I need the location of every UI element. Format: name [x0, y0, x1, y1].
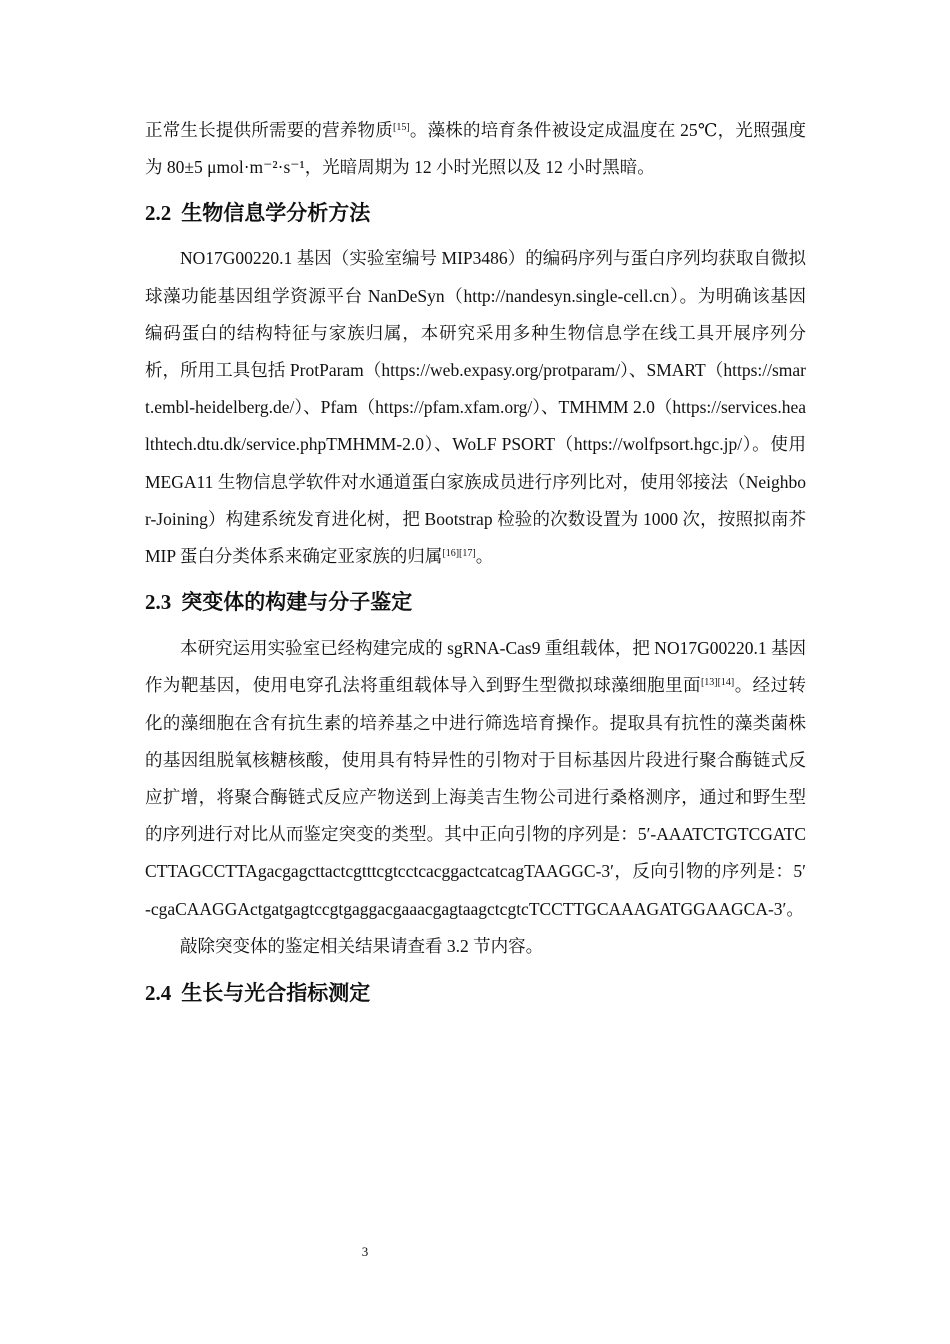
page-content [145, 112, 806, 1008]
text-segment: 正常生长提供所需要的营养物质 [145, 120, 393, 140]
citation-ref: [13][14] [700, 677, 735, 689]
citation-ref: [16][17] [442, 548, 476, 560]
text-segment: 。经过转化的藻细胞在含有抗生素的培养基之中进行筛选培育操作。提取具有抗性的藻类菌株的基因组脱氧核糖核酸，使用具有特异性的引物对于目标基因片段进行聚合酶链式反应扩增，将聚合酶链式反应产物送到上海美吉生物公司进行桑格测序，通过和野生型的序列进行对比从而鉴定突变的类型。其中正向引物的序列是：5′-AAATCTGTCGATCCTTAGCCTTAgacgagcttactcgtttcgtcctcacggactcatcagTAAGGC-3′，反向引物的序列是：5′-cgaCAAGGActgatgagtccgtgaggacgaaacgagtaagctcgtcTCCTTGCAAAGATGGAAGCA-3′。 [145, 675, 806, 919]
section-number: 2.3 [145, 590, 172, 615]
citation-ref: [15] [392, 122, 410, 133]
page-number: 3 [361, 1244, 369, 1259]
section-number: 2.2 [145, 201, 172, 226]
text-segment: 。藻株的培育条件被设定成温度在 25℃，光照强度为 80±5 μmol·m⁻²·s⁻¹，光暗周期为 12 小时光照以及 12 小时黑暗。 [145, 120, 807, 178]
paragraph-mutant-construction [145, 630, 806, 928]
text-segment: 本研究运用实验室已经构建完成的 sgRNA-Cas9 重组载体，把 NO17G00220.1 基因作为靶基因，使用电穿孔法将重组载体导入到野生型微拟球藻细胞里面 [145, 638, 806, 696]
section-title: 突变体的构建与分子鉴定 [181, 590, 413, 615]
text-segment: 。 [475, 546, 494, 567]
section-title: 生物信息学分析方法 [181, 201, 371, 226]
paragraph-see-section: 敲除突变体的鉴定相关结果请查看 3.2 节内容。 [180, 935, 544, 956]
text-segment: NO17G00220.1 基因（实验室编号 MIP3486）的编码序列与蛋白序列均获取自微拟球藻功能基因组学资源平台 NanDeSyn（http://nandesyn.single-cell.cn）。为明确该基因编码蛋白的结构特征与家族归属，本研究采用多种生物信息学在线工具开展序列分析，所用工具包括 ProtParam（https://web.expasy.org/protparam/）、SMART（https://smart.embl-heidelberg.de/）、Pfam（https://pfam.xfam.org/）、TMHMM 2.0（https://services.healthtech.dtu.dk/service.phpTMHMM-2.0）、WoLF PSORT（https://wolfpsort.hgc.jp/）。使用 MEGA11 生物信息学软件对水通道蛋白家族成员进行序列比对，使用邻接法（Neighbor-Joining）构建系统发育进化树，把 Bootstrap 检验的次数设置为 1000 次，按照拟南芥 MIP 蛋白分类体系来确定亚家族的归属 [145, 248, 806, 567]
section-number: 2.4 [145, 981, 172, 1006]
section-title: 生长与光合指标测定 [181, 981, 371, 1006]
paragraph-culture-conditions [145, 112, 806, 186]
section-heading-2-3 [145, 587, 806, 617]
paragraph-bioinformatics [145, 240, 806, 575]
section-heading-2-4 [145, 978, 806, 1008]
section-heading-2-2 [145, 198, 806, 228]
